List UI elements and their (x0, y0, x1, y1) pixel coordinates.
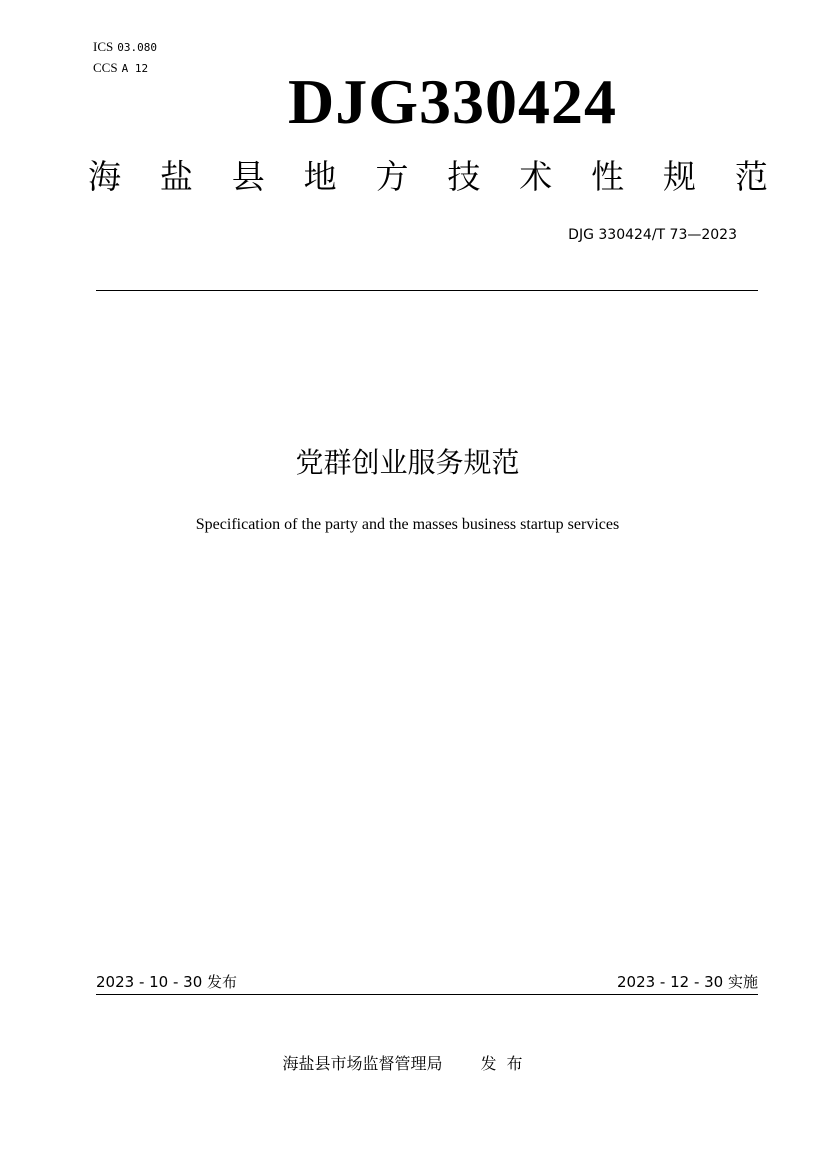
header-divider (96, 290, 758, 291)
category-char: 海 (88, 157, 121, 196)
ccs-code: A 12 (121, 62, 149, 75)
standard-category-title (88, 156, 768, 198)
ics-classification (93, 40, 157, 55)
implementation-date: 2023 - 12 - 30 实施 (616, 973, 758, 991)
document-title-chinese: 党群创业服务规范 (295, 446, 520, 479)
ics-code: 03.080 (117, 41, 157, 54)
issue-action: 发布 (480, 1054, 533, 1073)
standard-code-heading: DJG330424 (288, 66, 617, 137)
ccs-label: CCS (93, 60, 118, 75)
category-char: 范 (734, 157, 768, 196)
category-char: 方 (375, 157, 409, 196)
ccs-classification (93, 61, 148, 76)
category-char: 规 (663, 157, 696, 196)
document-title-english: Specification of the party and the masses business startup services (195, 516, 620, 533)
category-char: 技 (447, 157, 481, 196)
category-char: 地 (303, 157, 337, 196)
issue-date: 2023 - 10 - 30 发布 (96, 973, 238, 991)
category-char: 性 (591, 157, 625, 196)
category-char: 术 (519, 157, 553, 196)
issuing-authority: 海盐县市场监督管理局 (282, 1054, 443, 1073)
footer-divider (96, 994, 758, 995)
category-char: 县 (231, 157, 265, 196)
issuer-line (0, 1053, 815, 1075)
ics-label: ICS (93, 39, 114, 54)
standard-number: DJG 330424/T 73—2023 (568, 227, 737, 243)
category-char: 盐 (159, 157, 193, 196)
